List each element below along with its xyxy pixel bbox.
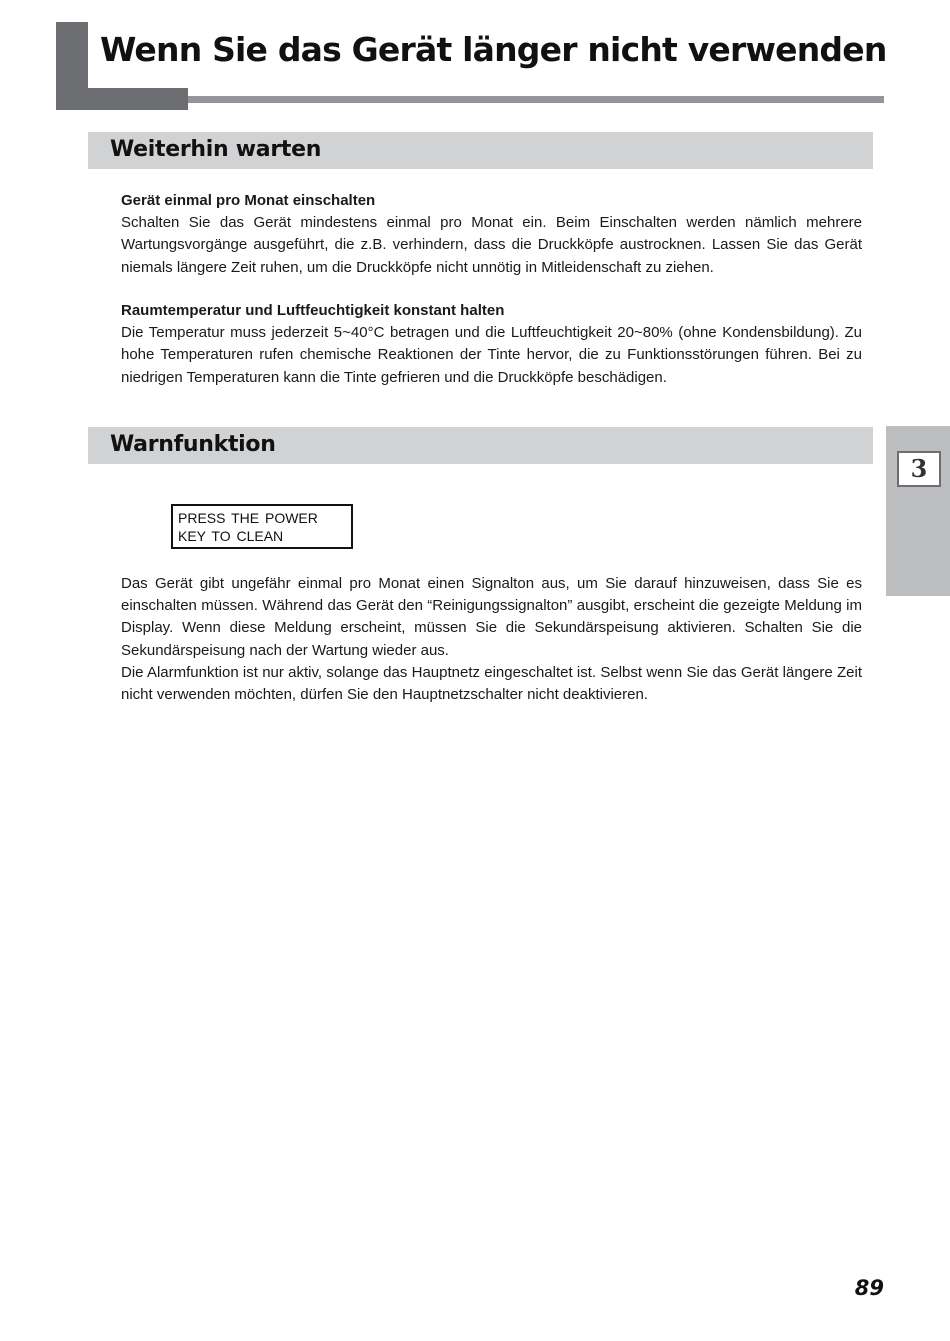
page-number: 89 [854,1276,884,1300]
section-bar-warnfunktion [88,427,873,464]
paragraph: Die Alarmfunktion ist nur aktiv, solange das Hauptnetz eingeschaltet ist. Selbst wenn Sie das Gerät längere Zeit nicht verwenden möchten, dürfen Sie den Hauptnetzschalter nicht deaktivieren. [121,663,862,704]
display-message-box [171,504,353,549]
block-text: Schalten Sie das Gerät mindestens einmal pro Monat ein. Beim Einschalten werden nämlich mehrere Wartungsvorgänge ausgeführt, die z.B. verhindern, dass die Druckköpfe austrocknen. Lassen Sie das Gerät niemals längere Zeit ruhen, um die Druckköpfe nicht unnötig in Mitleidenschaft zu ziehen. [121,214,862,276]
maintenance-block-monthly [121,190,862,279]
header-accent-foot [56,88,188,110]
chapter-number: 3 [897,451,941,487]
block-subtitle: Raumtemperatur und Luftfeuchtigkeit konstant halten [121,302,505,319]
block-text: Die Temperatur muss jederzeit 5~40°C betragen und die Luftfeuchtigkeit 20~80% (ohne Kondensbildung). Zu hohe Temperaturen rufen chemische Reaktionen der Tinte hervor, die zu Funktionsstörungen führen. Bei zu niedrigen Temperaturen kann die Tinte gefrieren und die Druckköpfe beschädigen. [121,324,862,386]
paragraph: Das Gerät gibt ungefähr einmal pro Monat einen Signalton aus, um Sie darauf hinzuweisen, dass Sie es einschalten müssen. Während das Gerät den “Reinigungssignalton” ausgibt, erscheint die gezeigte Meldung im Display. Wenn diese Meldung erscheint, müssen Sie die Sekundärspeisung aktivieren. Schalten Sie die Sekundärspeisung nach der Wartung wieder aus. [121,575,862,659]
block-subtitle: Gerät einmal pro Monat einschalten [121,192,376,209]
maintenance-block-climate [121,300,862,389]
display-line-2: KEY TO CLEAN [178,528,284,544]
warning-text-block [121,573,862,706]
chapter-tab [886,426,950,596]
section-bar-weiterhin-warten [88,132,873,169]
page-title: Wenn Sie das Gerät länger nicht verwenden [100,30,887,69]
display-line-1: PRESS THE POWER [178,510,318,526]
section-title: Warnfunktion [110,432,276,457]
header-rule [188,96,884,103]
section-title: Weiterhin warten [110,137,322,162]
